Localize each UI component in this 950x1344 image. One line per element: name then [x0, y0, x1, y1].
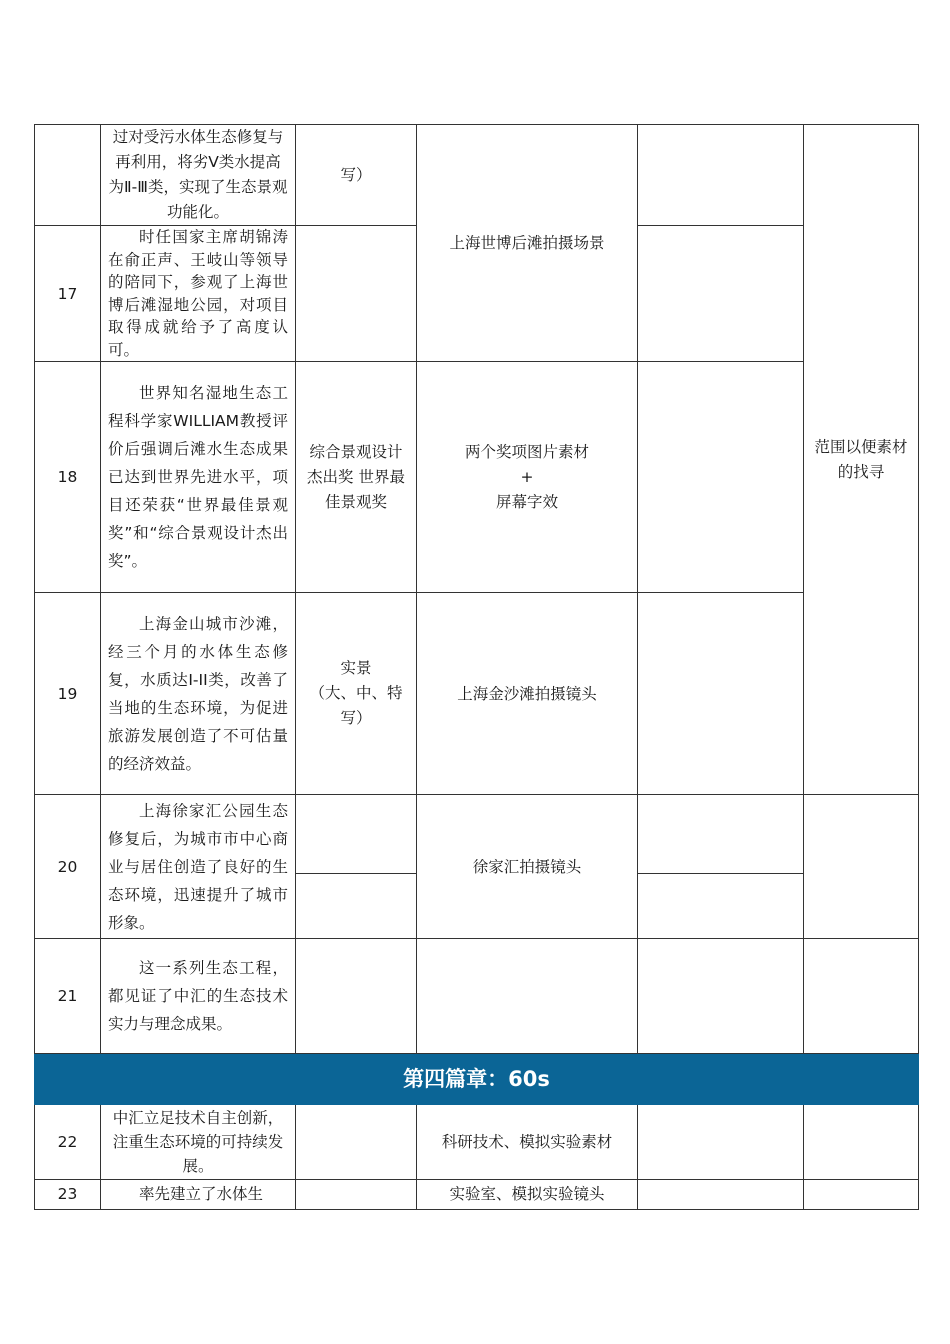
empty-cell — [417, 939, 638, 1054]
material-cell: 上海世博后滩拍摄场景 — [417, 125, 638, 362]
table-row — [35, 362, 919, 593]
section-title: 第四篇章：60s — [35, 1054, 919, 1105]
table-row — [35, 795, 919, 874]
material-line: 屏幕字效 — [495, 492, 558, 511]
row-number: 21 — [35, 939, 101, 1054]
row-number: 22 — [35, 1105, 101, 1180]
narration-cell: 过对受污水体生态修复与再利用，将劣Ⅴ类水提高为Ⅱ-Ⅲ类，实现了生态景观功能化。 — [101, 125, 296, 226]
empty-cell — [804, 795, 919, 939]
narration-cell: 世界知名湿地生态工程科学家WILLIAM教授评价后强调后滩水生态成果已达到世界先进水平，项目还荣获“世界最佳景观奖”和“综合景观设计杰出奖”。 — [101, 362, 296, 593]
shot-cell: 写） — [296, 125, 417, 226]
row-number — [35, 125, 101, 226]
script-table — [34, 124, 919, 1210]
material-cell: 实验室、模拟实验镜头 — [417, 1180, 638, 1210]
empty-cell — [804, 939, 919, 1054]
empty-cell — [638, 362, 804, 593]
empty-cell — [296, 795, 417, 874]
empty-cell — [638, 226, 804, 362]
remark-cell: 范围以便素材的找寻 — [804, 125, 919, 795]
table-row — [35, 1180, 919, 1210]
narration-cell: 率先建立了水体生 — [101, 1180, 296, 1210]
shot-cell — [296, 593, 417, 795]
row-number: 18 — [35, 362, 101, 593]
table-row — [35, 1105, 919, 1180]
section-header-row — [35, 1054, 919, 1105]
row-number: 17 — [35, 226, 101, 362]
empty-cell — [638, 1180, 804, 1210]
narration-cell: 这一系列生态工程，都见证了中汇的生态技术实力与理念成果。 — [101, 939, 296, 1054]
row-number: 19 — [35, 593, 101, 795]
narration-cell: 上海金山城市沙滩，经三个月的水体生态修复，水质达I-II类，改善了当地的生态环境，为促进旅游发展创造了不可估量的经济效益。 — [101, 593, 296, 795]
material-cell — [417, 362, 638, 593]
table-row — [35, 125, 919, 226]
shot-cell — [296, 226, 417, 362]
table-row — [35, 593, 919, 795]
shot-cell: 综合景观设计杰出奖 世界最佳景观奖 — [296, 362, 417, 593]
narration-cell: 上海徐家汇公园生态修复后，为城市市中心商业与居住创造了良好的生态环境，迅速提升了城市形象。 — [101, 795, 296, 939]
empty-cell — [638, 593, 804, 795]
empty-cell — [804, 1105, 919, 1180]
empty-cell — [638, 1105, 804, 1180]
row-number: 20 — [35, 795, 101, 939]
shot-line: 写） — [340, 709, 372, 727]
material-line: + — [520, 467, 534, 486]
table-row — [35, 939, 919, 1054]
empty-cell — [804, 1180, 919, 1210]
material-cell: 科研技术、模拟实验素材 — [417, 1105, 638, 1180]
empty-cell — [296, 1180, 417, 1210]
empty-cell — [296, 1105, 417, 1180]
empty-cell — [638, 795, 804, 874]
narration-cell: 中汇立足技术自主创新，注重生态环境的可持续发展。 — [101, 1105, 296, 1180]
empty-cell — [638, 125, 804, 226]
material-cell: 徐家汇拍摄镜头 — [417, 795, 638, 939]
empty-cell — [296, 939, 417, 1054]
material-line: 两个奖项图片素材 — [464, 442, 589, 461]
shot-line: （大、中、特 — [309, 684, 403, 702]
empty-cell — [638, 939, 804, 1054]
shot-line: 实景 — [340, 659, 372, 677]
empty-cell — [638, 874, 804, 939]
empty-cell — [296, 874, 417, 939]
row-number: 23 — [35, 1180, 101, 1210]
material-cell: 上海金沙滩拍摄镜头 — [417, 593, 638, 795]
narration-cell: 时任国家主席胡锦涛在俞正声、王岐山等领导的陪同下，参观了上海世博后滩湿地公园，对项目取得成就给予了高度认可。 — [101, 226, 296, 362]
